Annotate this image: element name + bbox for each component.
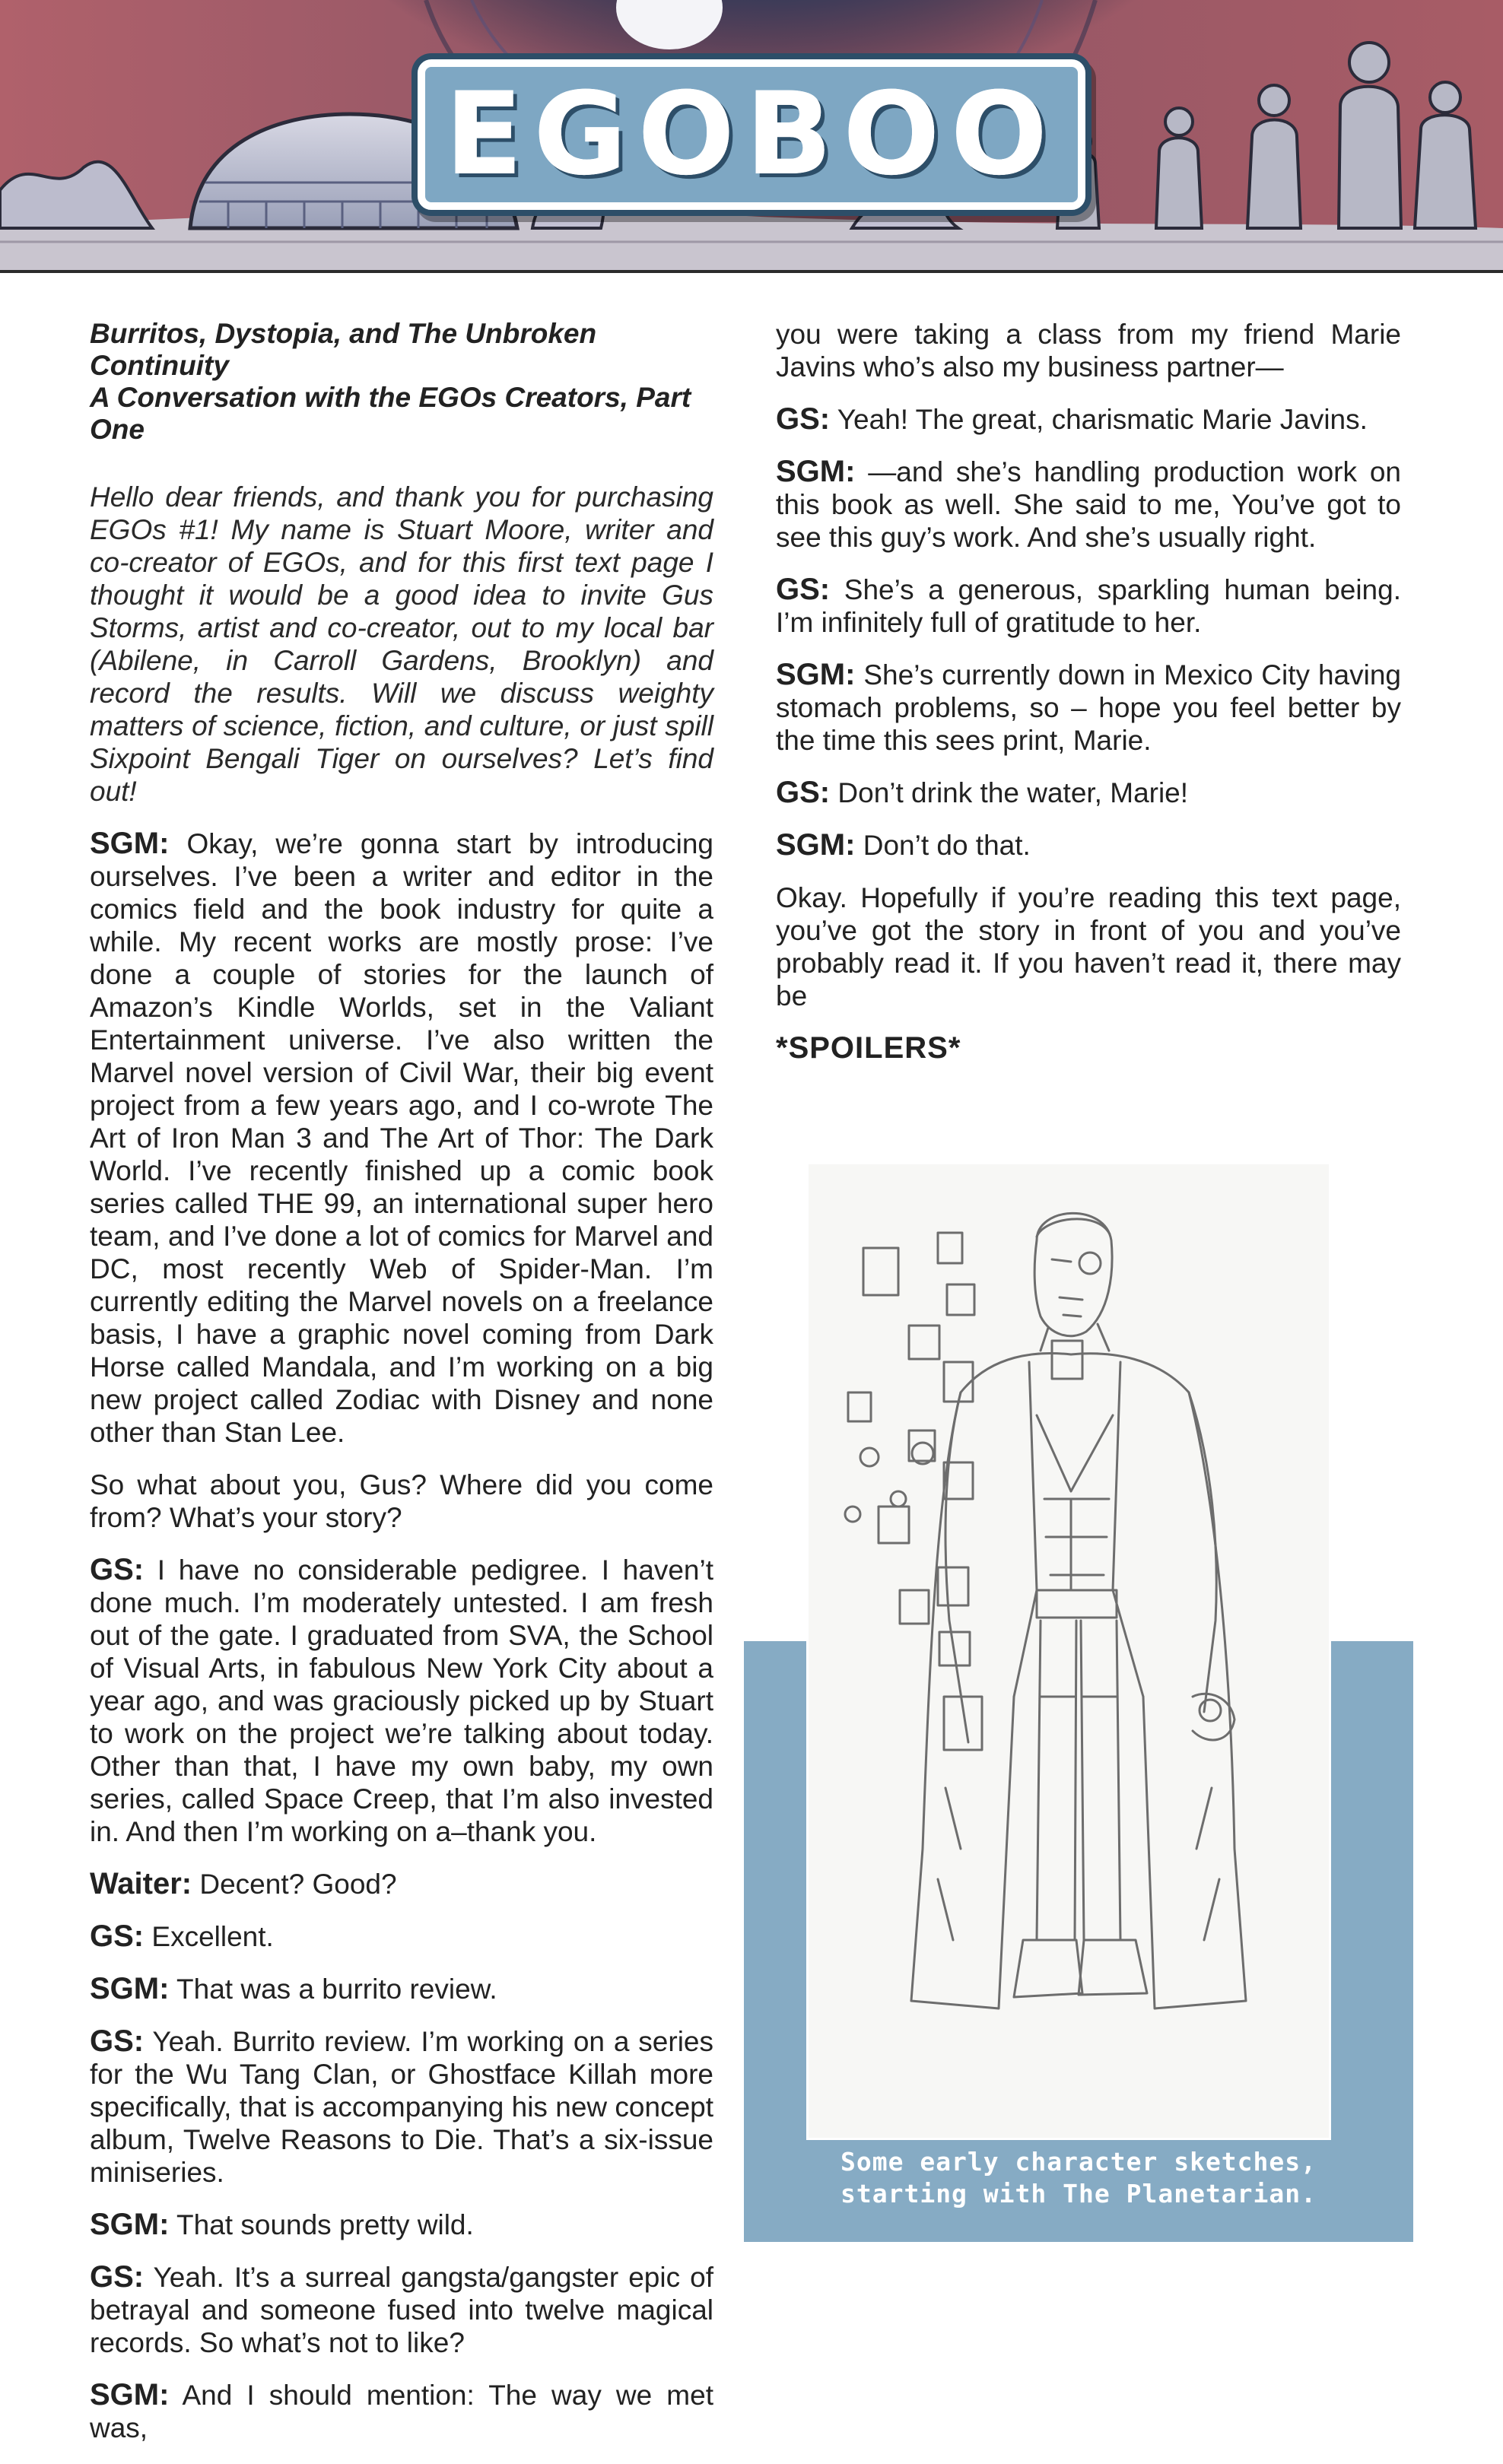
dialogue-line bbox=[90, 2208, 713, 2241]
speaker-label: SGM: bbox=[90, 2208, 170, 2241]
dialogue-line bbox=[776, 659, 1401, 757]
speaker-label: SGM: bbox=[776, 455, 856, 488]
dialogue-line bbox=[776, 829, 1401, 862]
article-intro: Hello dear friends, and thank you for purchasing EGOs #1! My name is Stuart Moore, writer and co-creator of EGOs, and for this first text page I thought it would be a good idea to invite Gus Storms, artist and co-creator, out to my local bar (Abilene, in Carroll Gardens, Brooklyn) and record the results. Will we discuss weighty matters of science, fiction, and culture, or just spill Sixpoint Bengali Tiger on ourselves? Let’s find out! bbox=[90, 481, 713, 807]
dialogue-line bbox=[90, 1554, 713, 1848]
dialogue-text: And I should mention: The way we met was, bbox=[90, 2380, 713, 2443]
dialogue-text: So what about you, Gus? Where did you come from? What’s your story? bbox=[90, 1469, 713, 1533]
spoilers-heading: *SPOILERS* bbox=[776, 1031, 961, 1065]
dialogue-line bbox=[776, 456, 1401, 554]
header-banner bbox=[0, 0, 1503, 273]
dialogue-text: Okay. Hopefully if you’re reading this text page, you’ve got the story in front of you and you’ve probably read it. If you haven’t read it, there may be bbox=[776, 882, 1401, 1011]
dialogue-line bbox=[90, 1469, 713, 1534]
dialogue-text: Yeah. Burrito review. I’m working on a series for the Wu Tang Clan, or Ghostface Killah more specifically, that is accompanying his new concept album, Twelve Reasons to Die. That’s a six-issue miniseries. bbox=[90, 2026, 713, 2188]
speaker-label: SGM: bbox=[776, 658, 856, 691]
dialogue-text: That sounds pretty wild. bbox=[169, 2209, 474, 2240]
article-title-line-2: A Conversation with the EGOs Creators, Part One bbox=[90, 382, 691, 445]
character-sketch-image bbox=[806, 1162, 1331, 2140]
dialogue-line bbox=[90, 1973, 713, 2005]
dialogue-text: Decent? Good? bbox=[192, 1869, 397, 1900]
dialogue-text: That was a burrito review. bbox=[169, 1973, 497, 2005]
dialogue-line bbox=[90, 1868, 713, 1900]
speaker-label: SGM: bbox=[776, 828, 856, 862]
speaker-label: Waiter: bbox=[90, 1867, 192, 1900]
speaker-label: GS: bbox=[90, 2260, 145, 2294]
sketch-caption-line-2: starting with The Planetarian. bbox=[840, 2179, 1317, 2208]
right-column bbox=[776, 318, 1401, 1065]
dialogue-line bbox=[776, 776, 1401, 809]
dialogue-text: She’s currently down in Mexico City having stomach problems, so – hope you feel better by the time this sees print, Marie. bbox=[776, 659, 1401, 756]
speaker-label: GS: bbox=[90, 1919, 145, 1953]
article-title bbox=[90, 318, 713, 446]
speaker-label: GS: bbox=[776, 776, 831, 809]
speaker-label: GS: bbox=[776, 573, 831, 606]
speaker-label: GS: bbox=[90, 2024, 145, 2058]
dialogue-line bbox=[90, 2025, 713, 2189]
dialogue-text: Yeah. It’s a surreal gangsta/gangster epic of betrayal and someone fused into twelve magical records. So what’s not to like? bbox=[90, 2262, 713, 2358]
speaker-label: SGM: bbox=[90, 827, 170, 860]
dialogue-line bbox=[90, 2261, 713, 2359]
speaker-label: GS: bbox=[776, 402, 831, 436]
page-masthead bbox=[0, 59, 1503, 210]
sketch-caption bbox=[744, 2146, 1413, 2210]
dialogue-line bbox=[776, 403, 1401, 436]
dialogue-text: Okay, we’re gonna start by introducing ourselves. I’ve been a writer and editor in the comics field and the book industry for quite a while. My recent works are mostly prose: I’ve done a couple of stories for the launch of Amazon’s Kindle Worlds, set in the Valiant Entertainment universe. I’ve also written the Marvel novel version of Civil War, their big event project from a few years ago, and I co-wrote The Art of Iron Man 3 and The Art of Thor: The Dark World. I’ve recently finished up a comic book series called THE 99, an international super hero team, and I’ve done a lot of comics for Marvel and DC, most recently Web of Spider-Man. I’m currently editing the Marvel novels on a freelance basis, I have a graphic novel coming from Dark Horse called Mandala, and I’m working on a big new project called Zodiac with Disney and none other than Stan Lee. bbox=[90, 828, 713, 1448]
dialogue-line bbox=[90, 827, 713, 1449]
dialogue-text: Don’t do that. bbox=[855, 830, 1031, 861]
masthead-title: EGOBOO bbox=[418, 59, 1085, 210]
sketch-caption-line-1: Some early character sketches, bbox=[840, 2147, 1317, 2177]
article-title-line-1: Burritos, Dystopia, and The Unbroken Continuity bbox=[90, 318, 597, 381]
dialogue-text: you were taking a class from my friend Marie Javins who’s also my business partner— bbox=[776, 319, 1401, 383]
left-column bbox=[90, 318, 713, 2464]
planetarian-sketch bbox=[809, 1164, 1329, 2138]
dialogue-line bbox=[776, 881, 1401, 1012]
dialogue-text: Yeah! The great, charismatic Marie Javins. bbox=[830, 404, 1368, 435]
speaker-label: GS: bbox=[90, 1553, 145, 1586]
dialogue-text: She’s a generous, sparkling human being. I’m infinitely full of gratitude to her. bbox=[776, 574, 1401, 638]
dialogue-text: Don’t drink the water, Marie! bbox=[830, 777, 1189, 808]
dialogue-line bbox=[776, 573, 1401, 639]
dialogue-line bbox=[776, 318, 1401, 383]
dialogue-line bbox=[90, 1920, 713, 1953]
dialogue-line bbox=[90, 2379, 713, 2444]
speaker-label: SGM: bbox=[90, 1972, 170, 2005]
speaker-label: SGM: bbox=[90, 2378, 170, 2412]
dialogue-text: Excellent. bbox=[144, 1921, 274, 1952]
dialogue-text: —and she’s handling production work on this book as well. She said to me, You’ve got to see this guy’s work. And she’s usually right. bbox=[776, 456, 1401, 553]
dialogue-text: I have no considerable pedigree. I haven’t done much. I’m moderately untested. I am fresh out of the gate. I graduated from SVA, the School of Visual Arts, in fabulous New York City about a year ago, and was graciously picked up by Stuart to work on the project we’re talking about today. Other than that, I have my own baby, my own series, called Space Creep, that I’m also invested in. And then I’m working on a–thank you. bbox=[90, 1554, 713, 1847]
